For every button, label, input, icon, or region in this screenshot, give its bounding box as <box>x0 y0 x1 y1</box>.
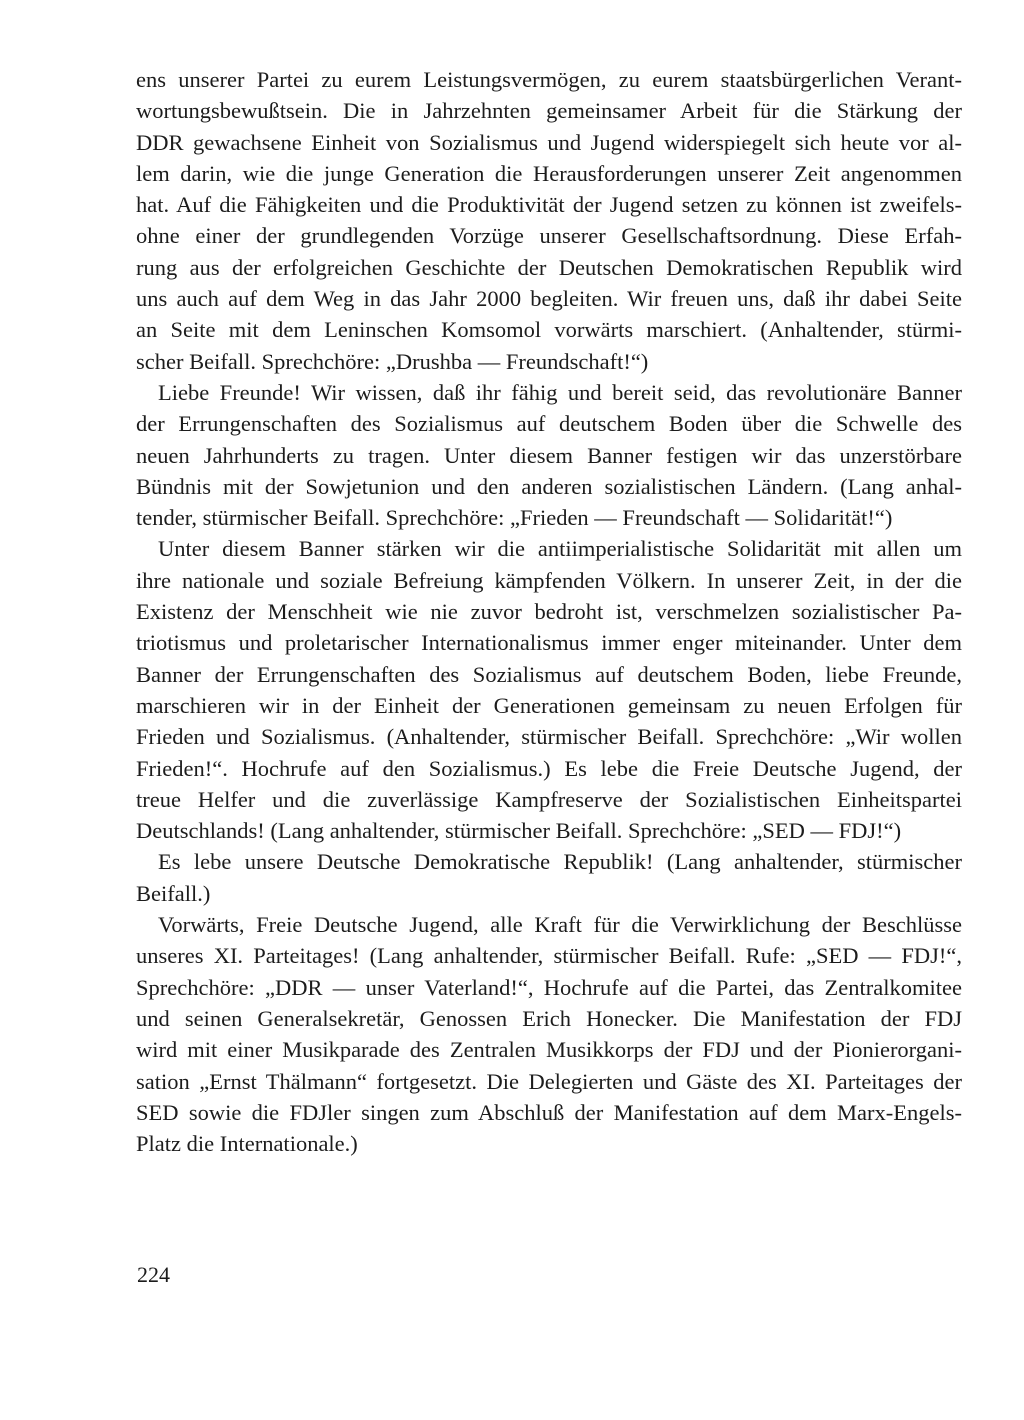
text-line: SED sowie die FDJler singen zum Abschluß der Manifestation auf dem Marx-Engels- <box>136 1099 962 1125</box>
text-line: Deutschlands! (Lang anhaltender, stürmischer Beifall. Sprechchöre: „SED — FDJ!“) <box>136 818 902 844</box>
text-line: Existenz der Menschheit wie nie zuvor bedroht ist, verschmelzen sozialistischer Pa- <box>136 599 962 625</box>
page-number: 224 <box>137 1262 170 1287</box>
text-line: marschieren wir in der Einheit der Generationen gemeinsam zu neuen Erfolgen für <box>136 692 962 718</box>
text-line: Vorwärts, Freie Deutsche Jugend, alle Kraft für die Verwirklichung der Beschlüsse <box>158 912 962 938</box>
text-line: treue Helfer und die zuverlässige Kampfreserve der Sozialistischen Einheitspartei <box>136 786 962 812</box>
text-line: wortungsbewußtsein. Die in Jahrzehnten gemeinsamer Arbeit für die Stärkung der <box>136 98 962 124</box>
text-line: neuen Jahrhunderts zu tragen. Unter diesem Banner festigen wir das unzerstörbare <box>136 442 962 468</box>
text-line: und seinen Generalsekretär, Genossen Erich Honecker. Die Manifestation der FDJ <box>136 1005 962 1031</box>
text-line: hat. Auf die Fähigkeiten und die Produktivität der Jugend setzen zu können ist zweifels- <box>136 192 962 218</box>
text-line: Sprechchöre: „DDR — unser Vaterland!“, Hochrufe auf die Partei, das Zentralkomitee <box>136 974 962 1000</box>
text-line: uns auch auf dem Weg in das Jahr 2000 begleiten. Wir freuen uns, daß ihr dabei Seite <box>136 286 962 312</box>
text-line: der Errungenschaften des Sozialismus auf deutschem Boden über die Schwelle des <box>136 411 962 437</box>
text-line: Es lebe unsere Deutsche Demokratische Republik! (Lang anhaltender, stürmischer <box>158 849 962 875</box>
text-line: Frieden und Sozialismus. (Anhaltender, stürmischer Beifall. Sprechchöre: „Wir wollen <box>136 724 962 750</box>
text-line: triotismus und proletarischer Internationalismus immer enger miteinander. Unter dem <box>136 630 962 656</box>
text-line: Bündnis mit der Sowjetunion und den anderen sozialistischen Ländern. (Lang anhal- <box>136 473 962 499</box>
text-line: an Seite mit dem Leninschen Komsomol vorwärts marschiert. (Anhaltender, stürmi- <box>136 317 962 343</box>
text-line: Frieden!“. Hochrufe auf den Sozialismus.) Es lebe die Freie Deutsche Jugend, der <box>136 755 962 781</box>
text-line: rung aus der erfolgreichen Geschichte der Deutschen Demokratischen Republik wird <box>136 254 962 280</box>
text-line: tender, stürmischer Beifall. Sprechchöre: „Frieden — Freundschaft — Solidarität!“) <box>136 505 893 531</box>
text-line: Unter diesem Banner stärken wir die antiimperialistische Solidarität mit allen um <box>158 536 962 562</box>
text-line: sation „Ernst Thälmann“ fortgesetzt. Die Delegierten und Gäste des XI. Parteitages der <box>136 1068 962 1094</box>
text-line: ens unserer Partei zu eurem Leistungsvermögen, zu eurem staatsbürgerlichen Verant- <box>136 67 962 92</box>
text-line: ihre nationale und soziale Befreiung kämpfenden Völkern. In unserer Zeit, in der die <box>136 567 962 593</box>
text-line: unseres XI. Parteitages! (Lang anhaltender, stürmischer Beifall. Rufe: „SED — FDJ!“, <box>136 943 962 969</box>
text-line: scher Beifall. Sprechchöre: „Drushba — Freundschaft!“) <box>136 348 649 374</box>
text-line: Platz die Internationale.) <box>136 1131 358 1157</box>
text-line: ohne einer der grundlegenden Vorzüge unserer Gesellschaftsordnung. Diese Erfah- <box>136 223 962 249</box>
text-line: Liebe Freunde! Wir wissen, daß ihr fähig und bereit seid, das revolutionäre Banner <box>158 379 962 405</box>
text-line: Banner der Errungenschaften des Sozialismus auf deutschem Boden, liebe Freunde, <box>136 661 962 687</box>
body-text <box>136 64 962 1159</box>
text-line: Beifall.) <box>136 880 211 906</box>
text-line: wird mit einer Musikparade des Zentralen Musikkorps der FDJ und der Pionierorgani- <box>136 1037 962 1063</box>
text-line: DDR gewachsene Einheit von Sozialismus und Jugend widerspiegelt sich heute vor al- <box>136 129 962 155</box>
text-line: lem darin, wie die junge Generation die Herausforderungen unserer Zeit angenommen <box>136 160 962 186</box>
